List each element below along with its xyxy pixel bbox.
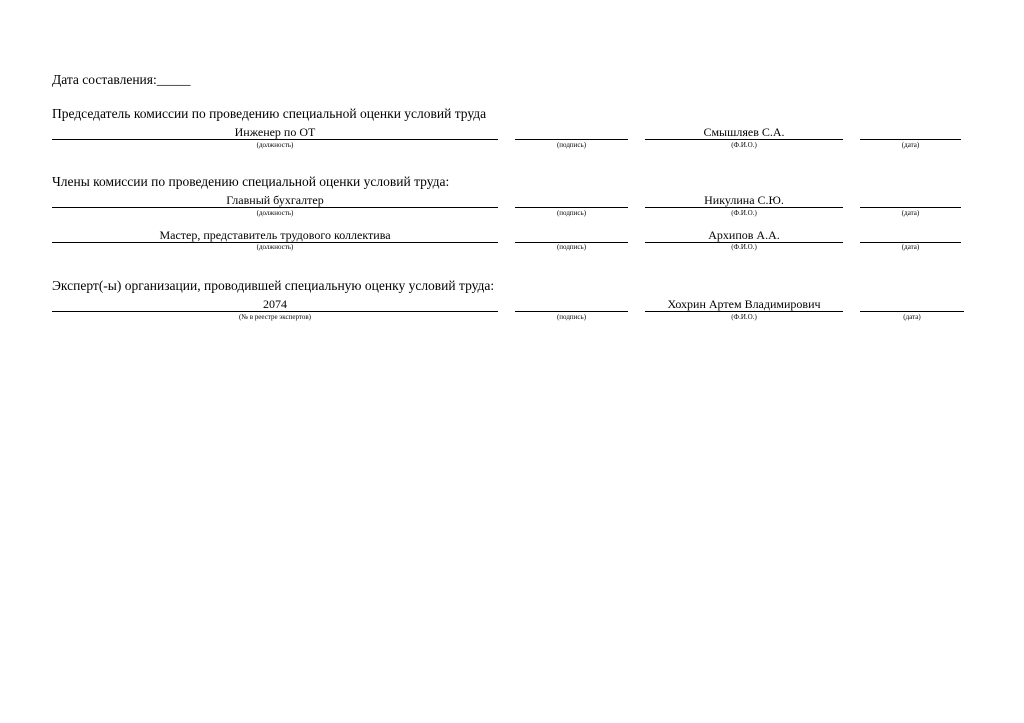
chairman-name: Смышляев С.А. <box>645 125 843 140</box>
chairman-position: Инженер по ОТ <box>52 125 498 140</box>
caption-signature: (подпись) <box>556 313 587 321</box>
member-position: Главный бухгалтер <box>52 193 498 208</box>
chairman-row <box>0 125 1024 155</box>
members-heading: Члены комиссии по проведению специальной оценки условий труда: <box>52 174 450 189</box>
caption-date: (дата) <box>901 141 920 149</box>
caption-signature: (подпись) <box>556 141 587 149</box>
caption-name: (Ф.И.О.) <box>731 243 757 251</box>
expert-row <box>0 297 1024 327</box>
member-signature <box>515 193 628 208</box>
caption-date: (дата) <box>903 313 921 321</box>
caption-date: (дата) <box>901 243 920 251</box>
expert-registry-number: 2074 <box>52 297 498 312</box>
member-name: Архипов А.А. <box>645 228 843 243</box>
caption-name: (Ф.И.О.) <box>731 313 757 321</box>
caption-name: (Ф.И.О.) <box>731 141 757 149</box>
caption-name: (Ф.И.О.) <box>731 209 757 217</box>
caption-position: (должность) <box>256 209 294 217</box>
caption-registry: (№ в реестре экспертов) <box>238 313 311 321</box>
caption-position: (должность) <box>256 141 294 149</box>
expert-signature <box>515 297 628 312</box>
expert-date <box>860 297 964 312</box>
member-row <box>0 193 1024 223</box>
expert-heading: Эксперт(-ы) организации, проводившей специальную оценку условий труда: <box>52 278 495 293</box>
member-position: Мастер, представитель трудового коллектива <box>52 228 498 243</box>
member-row <box>0 228 1024 258</box>
caption-signature: (подпись) <box>556 243 587 251</box>
caption-date: (дата) <box>901 209 920 217</box>
member-date <box>860 193 961 208</box>
chairman-heading: Председатель комиссии по проведению специальной оценки условий труда <box>52 106 487 121</box>
caption-position: (должность) <box>256 243 294 251</box>
chairman-date <box>860 125 961 140</box>
member-name: Никулина С.Ю. <box>645 193 843 208</box>
expert-name: Хохрин Артем Владимирович <box>645 297 843 312</box>
chairman-signature <box>515 125 628 140</box>
caption-signature: (подпись) <box>556 209 587 217</box>
compilation-date: Дата составления:_____ <box>52 72 191 87</box>
member-signature <box>515 228 628 243</box>
member-date <box>860 228 961 243</box>
